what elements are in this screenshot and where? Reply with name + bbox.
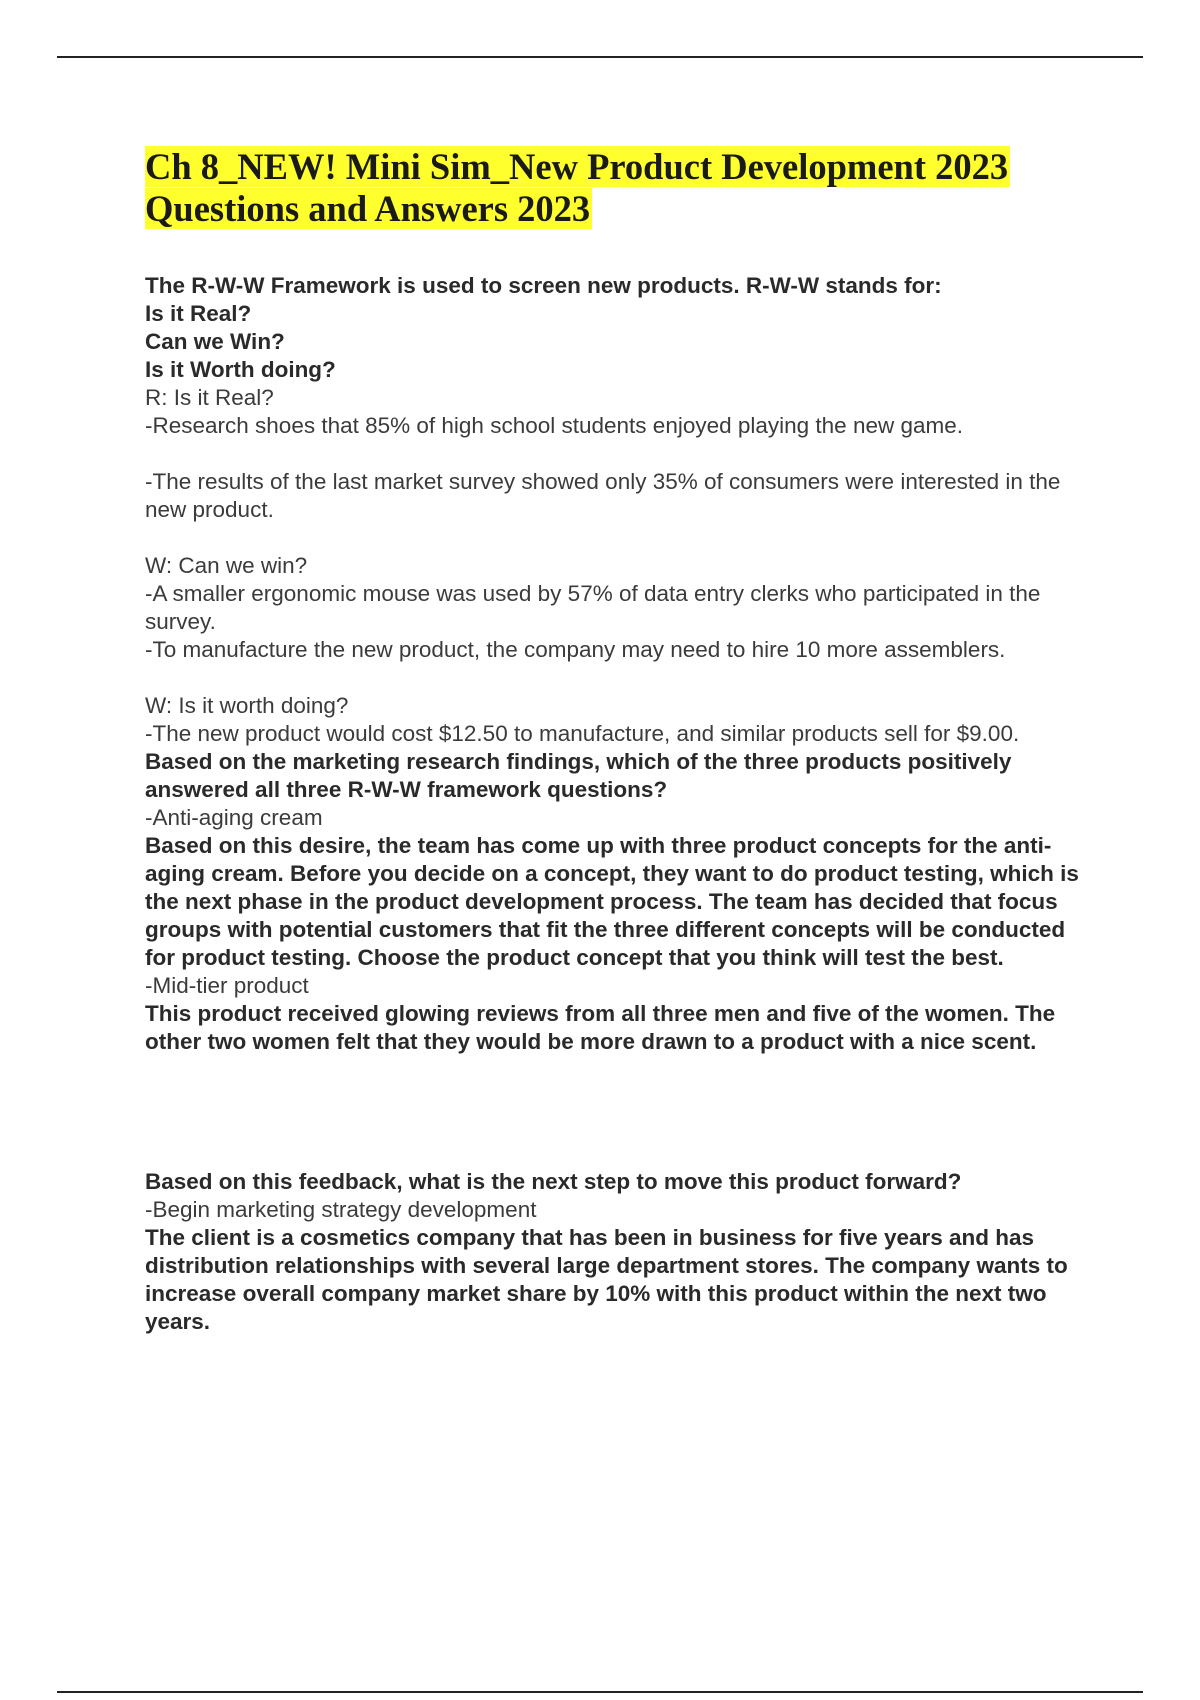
question-4-line-2: Based on this feedback, what is the next step to move this product forward?	[145, 1169, 962, 1194]
answer-4: -Begin marketing strategy development	[145, 1197, 537, 1222]
question-1-line-3: Can we Win?	[145, 329, 285, 354]
answer-1-line-7: W: Is it worth doing?	[145, 693, 349, 718]
question-1-line-1: The R-W-W Framework is used to screen new products. R-W-W stands for:	[145, 273, 942, 298]
answer-1-line-3: -The results of the last market survey showed only 35% of consumers were interested in the new product.	[145, 469, 1061, 522]
question-3: Based on this desire, the team has come up with three product concepts for the anti-aging cream. Before you decide on a concept, they want to do product testing, which is the next phase in the product development process. The team has decided that focus groups with potential customers that fit the three different concepts will be conducted for product testing. Choose the product concept that you think will test the best.	[145, 833, 1079, 970]
answer-1-line-2: -Research shoes that 85% of high school students enjoyed playing the new game.	[145, 413, 964, 438]
answer-2: -Anti-aging cream	[145, 805, 323, 830]
document-title	[145, 146, 1095, 230]
answer-3: -Mid-tier product	[145, 973, 309, 998]
question-1-line-2: Is it Real?	[145, 301, 252, 326]
title-line-1: Ch 8_NEW! Mini Sim_New Product Development 2023	[145, 146, 1009, 187]
top-rule	[57, 56, 1143, 58]
answer-1-line-6: -To manufacture the new product, the company may need to hire 10 more assemblers.	[145, 637, 1006, 662]
answer-1-line-1: R: Is it Real?	[145, 385, 274, 410]
question-2: Based on the marketing research findings, which of the three products positively answered all three R-W-W framework questions?	[145, 749, 1012, 802]
answer-1-line-8: -The new product would cost $12.50 to manufacture, and similar products sell for $9.00.	[145, 721, 1020, 746]
question-4-line-1: This product received glowing reviews from all three men and five of the women. The other two women felt that they would be more drawn to a product with a nice scent.	[145, 1001, 1056, 1054]
answer-1-line-4: W: Can we win?	[145, 553, 308, 578]
question-1-line-4: Is it Worth doing?	[145, 357, 336, 382]
answer-1-line-5: -A smaller ergonomic mouse was used by 57% of data entry clerks who participated in the survey.	[145, 581, 1041, 634]
title-line-2: Questions and Answers 2023	[145, 188, 591, 229]
question-5: The client is a cosmetics company that has been in business for five years and has distribution relationships with several large department stores. The company wants to increase overall company market share by 10% with this product within the next two years.	[145, 1225, 1068, 1334]
bottom-rule	[57, 1691, 1143, 1693]
document-body	[145, 146, 1095, 1336]
